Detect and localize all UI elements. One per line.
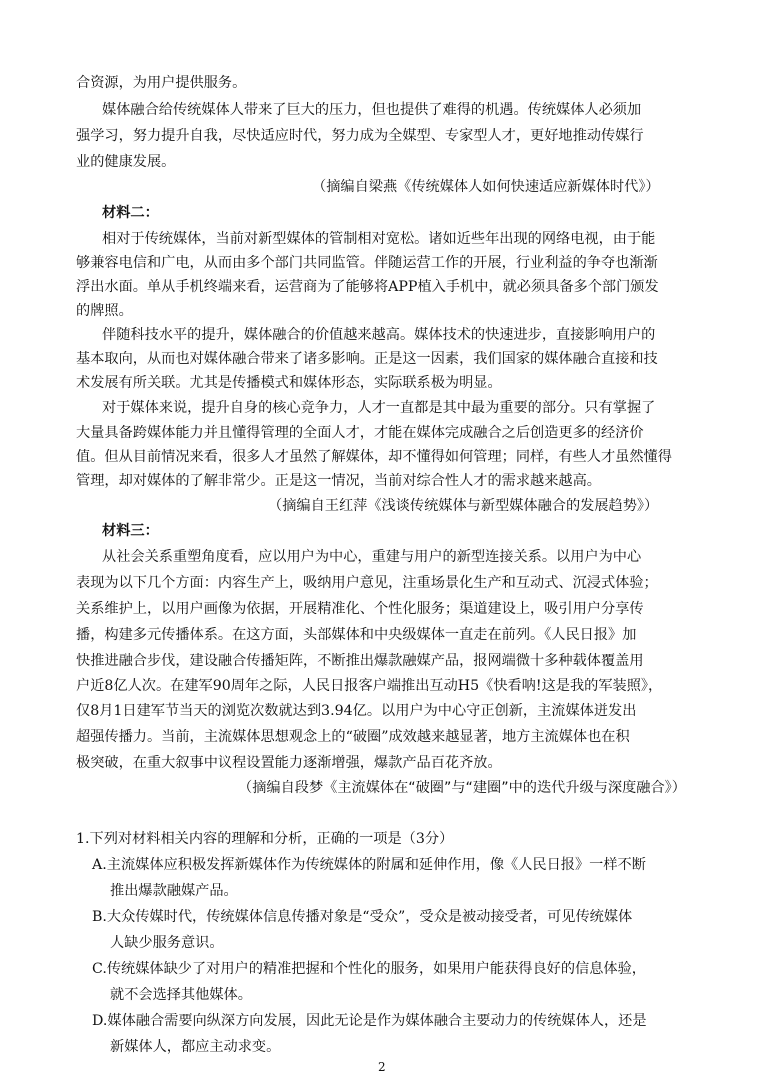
source-citation: （摘编自梁燕《传统媒体人如何快速适应新媒体时代》） <box>312 179 660 195</box>
paragraph-line: 大量具备跨媒体能力并且懂得管理的全面人才，才能在媒体完成融合之后创造更多的经济价 <box>76 425 644 441</box>
paragraph-line: 够兼容电信和广电，从而由多个部门共同监管。伴随运营工作的开展，行业利益的争夺也渐渐 <box>76 255 658 271</box>
paragraph-line: 合资源，为用户提供服务。 <box>76 75 247 91</box>
option-b-line: B.大众传媒时代，传统媒体信息传播对象是“受众”，受众是被动接受者，可见传统媒体 <box>92 909 633 925</box>
paragraph-line: 极突破，在重大叙事中议程设置能力逐渐增强，爆款产品百花齐放。 <box>76 755 502 771</box>
paragraph-line: 业的健康发展。 <box>76 154 176 170</box>
option-c-line: C.传统媒体缺少了对用户的精准把握和个性化的服务，如果用户能获得良好的信息体验， <box>92 961 646 977</box>
paragraph-line: 的牌照。 <box>76 303 133 319</box>
paragraph-line: 术发展有所关联。尤其是传播模式和媒体形态，实际联系极为明显。 <box>76 375 502 391</box>
option-d-line: 新媒体人，都应主动求变。 <box>110 1039 281 1055</box>
option-c-line: 就不会选择其他媒体。 <box>110 987 252 1003</box>
material-heading: 材料三： <box>102 523 159 539</box>
paragraph-line: 户近8亿人次。在建军90周年之际，人民日报客户端推出互动H5《快看呐!这是我的军装照》， <box>76 678 663 694</box>
question-stem: 1.下列对材料相关内容的理解和分析，正确的一项是（3分） <box>76 831 454 847</box>
paragraph-line: 播，构建多元传播体系。在这方面，头部媒体和中央级媒体一直走在前列。《人民日报》加 <box>76 627 637 643</box>
option-d-line: D.媒体融合需要向纵深方向发展，因此无论是作为媒体融合主要动力的传统媒体人，还是 <box>92 1013 647 1029</box>
paragraph-line: 关系维护上，以用户画像为依据，开展精准化、个性化服务；渠道建设上，吸引用户分享传 <box>76 601 644 617</box>
option-b-line: 人缺少服务意识。 <box>110 935 224 951</box>
paragraph-line: 值。但从目前情况来看，很多人才虽然了解媒体，却不懂得如何管理；同样，有些人才虽然懂得 <box>76 449 672 465</box>
paragraph-line: 管理，却对媒体的了解非常少。正是这一情况，当前对综合性人才的需求越来越高。 <box>76 473 601 489</box>
source-citation: （摘编自王红萍《浅谈传统媒体与新型媒体融合的发展趋势》） <box>268 498 659 514</box>
paragraph-line: 快推进融合步伐，建设融合传播矩阵，不断推出爆款融媒产品，报网端微十多种载体覆盖用 <box>76 653 644 669</box>
paragraph-line: 仅8月1日建军节当天的浏览次数就达到3.94亿。以用户为中心守正创新，主流媒体迸发出 <box>76 703 637 719</box>
paragraph-line: 浮出水面。单从手机终端来看，运营商为了能够将APP植入手机中，就必须具备多个部门颁发 <box>76 279 659 295</box>
paragraph-line: 对于媒体来说，提升自身的核心竞争力，人才一直都是其中最为重要的部分。只有掌握了 <box>102 400 656 416</box>
paragraph-line: 伴随科技水平的提升，媒体融合的价值越来越高。媒体技术的快速进步，直接影响用户的 <box>102 327 656 343</box>
paragraph-line: 强学习，努力提升自我，尽快适应时代，努力成为全媒型、专家型人才，更好地推动传媒行 <box>76 128 644 144</box>
option-a-line: A.主流媒体应积极发挥新媒体作为传统媒体的附属和延伸作用，像《人民日报》一样不断 <box>92 857 646 873</box>
paragraph-line: 媒体融合给传统媒体人带来了巨大的压力，但也提供了难得的机遇。传统媒体人必须加 <box>102 102 642 118</box>
page-number: 2 <box>378 1060 386 1074</box>
material-heading: 材料二： <box>102 205 159 221</box>
option-a-line: 推出爆款融媒产品。 <box>110 883 238 899</box>
paragraph-line: 基本取向，从而也对媒体融合带来了诸多影响。正是这一因素，我们国家的媒体融合直接和技 <box>76 351 658 367</box>
source-citation: （摘编自段梦《主流媒体在“破圈”与“建圈”中的迭代升级与深度融合》） <box>238 780 686 796</box>
paragraph-line: 相对于传统媒体，当前对新型媒体的管制相对宽松。诸如近些年出现的网络电视，由于能 <box>102 231 656 247</box>
paragraph-line: 从社会关系重塑角度看，应以用户为中心，重建与用户的新型连接关系。以用户为中心 <box>102 549 642 565</box>
paragraph-line: 超强传播力。当前，主流媒体思想观念上的“破圈”成效越来越显著，地方主流媒体也在积 <box>76 729 630 745</box>
paragraph-line: 表现为以下几个方面：内容生产上，吸纳用户意见，注重场景化生产和互动式、沉浸式体验； <box>76 575 658 591</box>
